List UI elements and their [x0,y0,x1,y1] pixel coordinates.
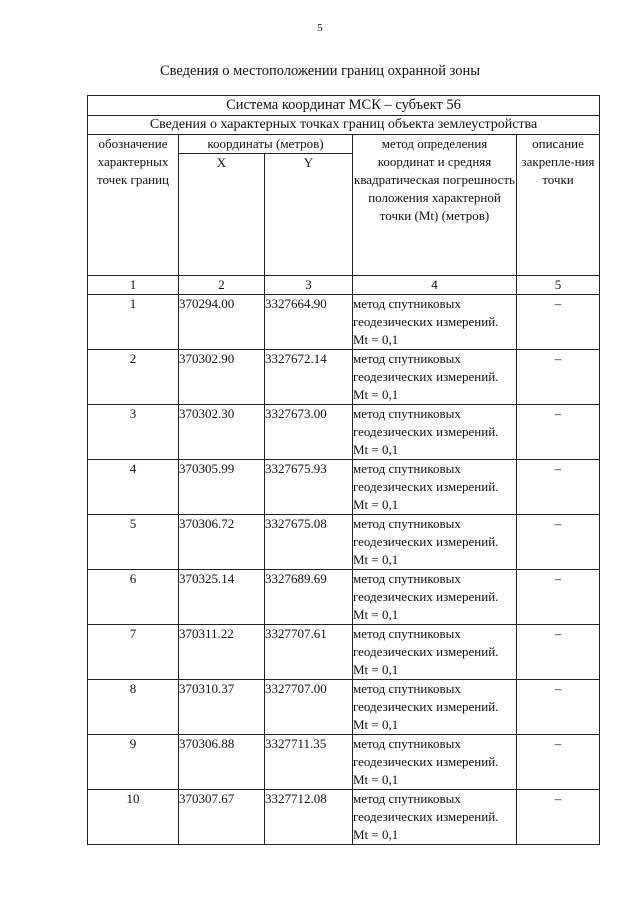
description-cell: – [517,735,600,790]
table-subtitle-cell: Сведения о характерных точках границ объекта землеустройства [88,116,600,135]
point-number-cell: 2 [88,350,179,405]
table-row [88,460,600,515]
method-cell: метод спутниковых геодезических измерений. Mt = 0,1 [353,790,517,845]
y-coordinate-cell: 3327689.69 [265,570,353,625]
column-number: 5 [517,276,600,295]
x-coordinate-cell: 370307.67 [179,790,265,845]
table-row [88,295,600,350]
point-number-cell: 7 [88,625,179,680]
coord-system-cell: Система координат МСК – субъект 56 [88,96,600,116]
y-coordinate-cell: 3327675.08 [265,515,353,570]
table-row [88,570,600,625]
table-row [88,680,600,735]
description-cell: – [517,295,600,350]
point-number-cell: 8 [88,680,179,735]
header-method: метод определения координат и средняя квадратическая погрешность положения характерной точки (Mt) (метров) [353,135,517,276]
x-coordinate-cell: 370294.00 [179,295,265,350]
column-number: 2 [179,276,265,295]
description-cell: – [517,625,600,680]
subtitle-row [88,116,600,135]
point-number-cell: 4 [88,460,179,515]
header-coordinates: координаты (метров) [179,135,353,154]
description-cell: – [517,790,600,845]
table-row [88,350,600,405]
point-number-cell: 1 [88,295,179,350]
description-cell: – [517,680,600,735]
y-coordinate-cell: 3327664.90 [265,295,353,350]
y-coordinate-cell: 3327712.08 [265,790,353,845]
y-coordinate-cell: 3327711.35 [265,735,353,790]
boundary-points-table [87,95,600,845]
y-coordinate-cell: 3327673.00 [265,405,353,460]
x-coordinate-cell: 370306.88 [179,735,265,790]
point-number-cell: 5 [88,515,179,570]
x-coordinate-cell: 370325.14 [179,570,265,625]
method-cell: метод спутниковых геодезических измерений. Mt = 0,1 [353,570,517,625]
description-cell: – [517,460,600,515]
description-cell: – [517,515,600,570]
page-number: 5 [317,22,323,34]
table-row [88,405,600,460]
x-coordinate-cell: 370302.30 [179,405,265,460]
document-title: Сведения о местоположении границ охранной зоны [159,63,480,79]
x-coordinate-cell: 370311.22 [179,625,265,680]
method-cell: метод спутниковых геодезических измерений. Mt = 0,1 [353,295,517,350]
method-cell: метод спутниковых геодезических измерений. Mt = 0,1 [353,405,517,460]
description-cell: – [517,570,600,625]
method-cell: метод спутниковых геодезических измерений. Mt = 0,1 [353,515,517,570]
column-number-row [88,276,600,295]
y-coordinate-cell: 3327707.00 [265,680,353,735]
table-row [88,735,600,790]
header-y: Y [265,154,353,276]
point-number-cell: 6 [88,570,179,625]
x-coordinate-cell: 370310.37 [179,680,265,735]
point-number-cell: 9 [88,735,179,790]
x-coordinate-cell: 370306.72 [179,515,265,570]
header-x: X [179,154,265,276]
header-designation: обозначение характерных точек границ [88,135,179,276]
table-row [88,790,600,845]
y-coordinate-cell: 3327675.93 [265,460,353,515]
header-row [88,135,600,154]
description-cell: – [517,350,600,405]
method-cell: метод спутниковых геодезических измерений. Mt = 0,1 [353,735,517,790]
y-coordinate-cell: 3327707.61 [265,625,353,680]
column-number: 3 [265,276,353,295]
header-description: описание закрепле-ния точки [517,135,600,276]
method-cell: метод спутниковых геодезических измерений. Mt = 0,1 [353,460,517,515]
column-number: 1 [88,276,179,295]
table-row [88,515,600,570]
point-number-cell: 3 [88,405,179,460]
method-cell: метод спутниковых геодезических измерений. Mt = 0,1 [353,625,517,680]
x-coordinate-cell: 370305.99 [179,460,265,515]
table-row [88,625,600,680]
method-cell: метод спутниковых геодезических измерений. Mt = 0,1 [353,350,517,405]
x-coordinate-cell: 370302.90 [179,350,265,405]
column-number: 4 [353,276,517,295]
description-cell: – [517,405,600,460]
y-coordinate-cell: 3327672.14 [265,350,353,405]
coord-system-row [88,96,600,116]
method-cell: метод спутниковых геодезических измерений. Mt = 0,1 [353,680,517,735]
point-number-cell: 10 [88,790,179,845]
